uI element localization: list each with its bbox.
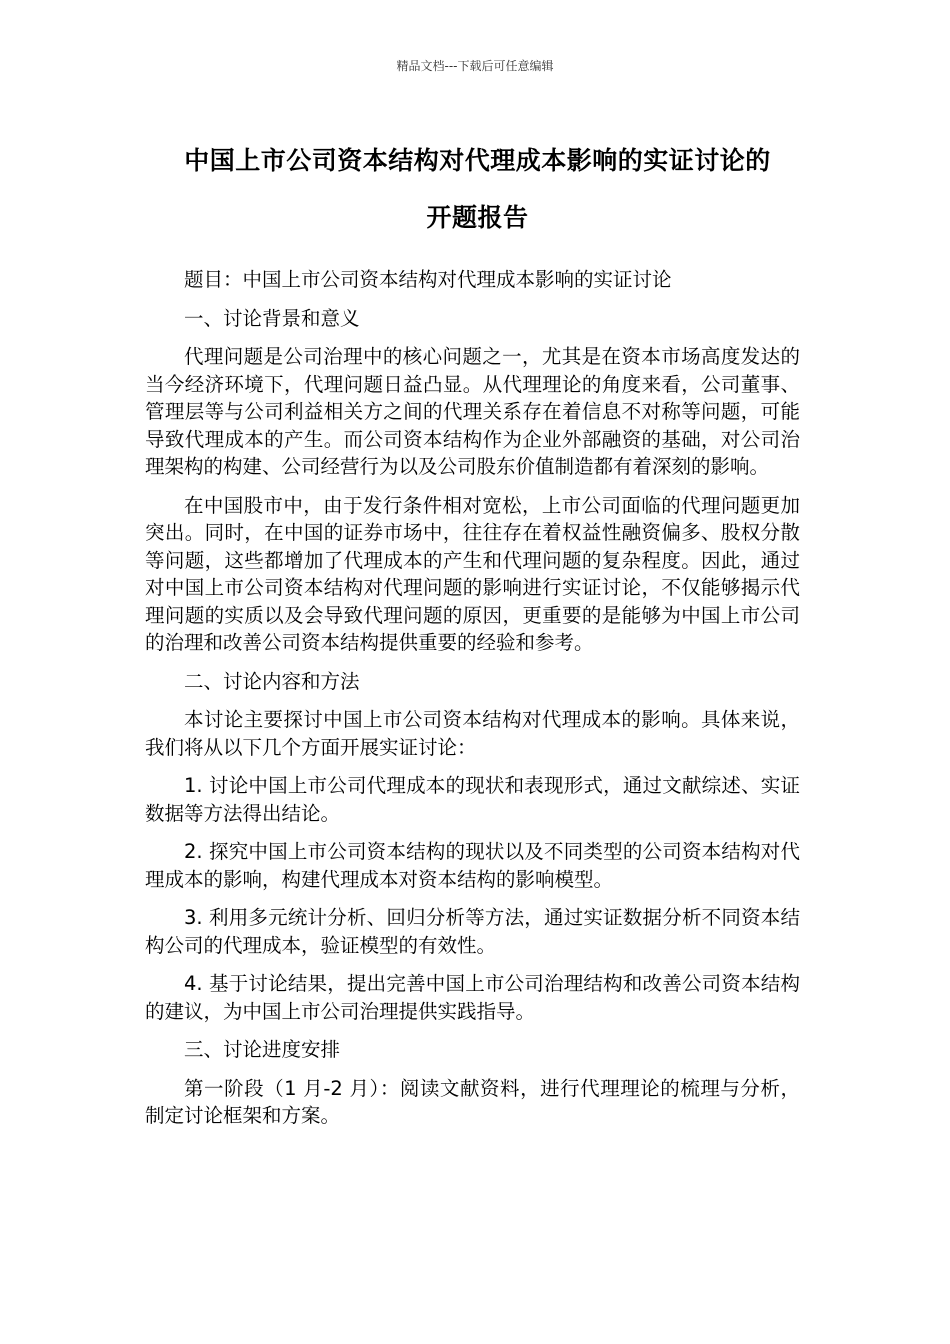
paragraph-background-1: 代理问题是公司治理中的核心问题之一，尤其是在资本市场高度发达的当今经济环境下，代理问题日益凸显。从代理理论的角度来看，公司董事、管理层等与公司利益相关方之间的代理关系存在着信息不对称等问题，可能导致代理成本的产生。而公司资本结构作为企业外部融资的基础，对公司治理架构的构建、公司经营行为以及公司股东价值制造都有着深刻的影响。 [145,345,800,478]
list-item-2: 2. 探究中国上市公司资本结构的现状以及不同类型的公司资本结构对代理成本的影响，构建代理成本对资本结构的影响模型。 [145,840,800,891]
title-line-1: 中国上市公司资本结构对代理成本影响的实证讨论的 [184,146,771,175]
topic-line: 题目：中国上市公司资本结构对代理成本影响的实证讨论 [184,268,672,291]
list-item-3: 3. 利用多元统计分析、回归分析等方法，通过实证数据分析不同资本结构公司的代理成本，验证模型的有效性。 [145,906,800,957]
paragraph-content-intro: 本讨论主要探讨中国上市公司资本结构对代理成本的影响。具体来说，我们将从以下几个方面开展实证讨论： [145,708,800,759]
page-header: 精品文档---下载后可任意编辑 [396,59,554,73]
list-item-4: 4. 基于讨论结果，提出完善中国上市公司治理结构和改善公司资本结构的建议，为中国上市公司治理提供实践指导。 [145,972,800,1023]
title-line-2: 开题报告 [426,203,529,232]
document-title [145,132,810,246]
paragraph-schedule-phase-1: 第一阶段（1 月-2 月）：阅读文献资料，进行代理理论的梳理与分析，制定讨论框架和方案。 [145,1076,800,1127]
section-heading-content-method: 二、讨论内容和方法 [184,669,360,693]
list-item-1: 1. 讨论中国上市公司代理成本的现状和表现形式，通过文献综述、实证数据等方法得出结论。 [145,774,800,825]
section-heading-background: 一、讨论背景和意义 [184,306,360,330]
section-heading-schedule: 三、讨论进度安排 [184,1038,341,1061]
document-body [145,266,800,1141]
paragraph-background-2: 在中国股市中，由于发行条件相对宽松，上市公司面临的代理问题更加突出。同时，在中国的证券市场中，往往存在着权益性融资偏多、股权分散等问题，这些都增加了代理成本的产生和代理问题的复杂程度。因此，通过对中国上市公司资本结构对代理问题的影响进行实证讨论，不仅能够揭示代理问题的实质以及会导致代理问题的原因，更重要的是能够为中国上市公司的治理和改善公司资本结构提供重要的经验和参考。 [145,493,800,654]
